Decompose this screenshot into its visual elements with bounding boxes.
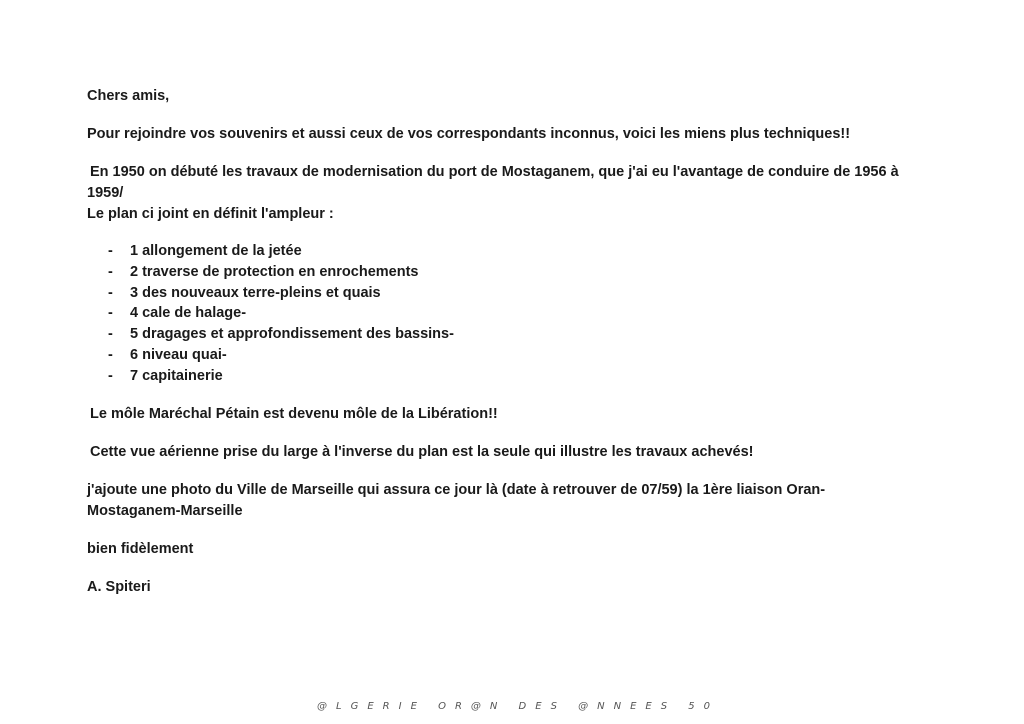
list-dash: - [108, 284, 113, 301]
letter-body [87, 86, 947, 598]
list-dash: - [108, 326, 113, 343]
signature: A. Spiteri [87, 578, 151, 595]
photo-paragraph [87, 480, 947, 522]
list-item [87, 345, 947, 366]
list-item-text: 1 allongement de la jetée [130, 243, 302, 259]
paragraph-works [87, 162, 947, 225]
closing: bien fidèlement [87, 540, 194, 557]
list-item-text: 7 capitainerie [130, 367, 223, 384]
intro-paragraph: Pour rejoindre vos souvenirs et aussi ceux de vos correspondants inconnus, voici les miens plus techniques!! [87, 126, 851, 142]
list-item-text: 2 traverse de protection en enrochements [130, 263, 419, 280]
photo-line-1: j'ajoute une photo du Ville de Marseille qui assura ce jour là (date à retrouver de 07/59) la 1ère liaison Oran- [87, 481, 826, 498]
list-item [87, 283, 947, 304]
page-footer: @LGERIE OR@N DES @NNEES 50 [317, 701, 719, 712]
list-dash: - [108, 243, 113, 259]
list-dash: - [108, 346, 113, 363]
photo-line-2: Mostaganem-Marseille [87, 502, 243, 519]
mole-paragraph: Le môle Maréchal Pétain est devenu môle de la Libération!! [90, 405, 498, 422]
list-item [87, 303, 947, 324]
works-line-3: Le plan ci joint en définit l'ampleur : [87, 206, 334, 222]
list-dash: - [108, 263, 113, 280]
list-item [87, 241, 947, 262]
list-item-text: 3 des nouveaux terre-pleins et quais [130, 284, 381, 301]
list-item [87, 262, 947, 283]
greeting: Chers amis, [87, 88, 170, 104]
aerial-paragraph: Cette vue aérienne prise du large à l'inverse du plan est la seule qui illustre les travaux achevés! [90, 443, 754, 460]
works-line-1: En 1950 on débuté les travaux de modernisation du port de Mostaganem, que j'ai eu l'avantage de conduire de 1956 à [90, 164, 899, 180]
works-list [87, 241, 947, 387]
list-item-text: 6 niveau quai- [130, 346, 227, 363]
list-item-text: 5 dragages et approfondissement des bassins- [130, 326, 454, 343]
list-item [87, 366, 947, 387]
list-dash: - [108, 305, 113, 322]
list-item-text: 4 cale de halage- [130, 305, 247, 322]
works-line-2: 1959/ [87, 185, 124, 201]
list-dash: - [108, 367, 113, 384]
list-item [87, 324, 947, 345]
